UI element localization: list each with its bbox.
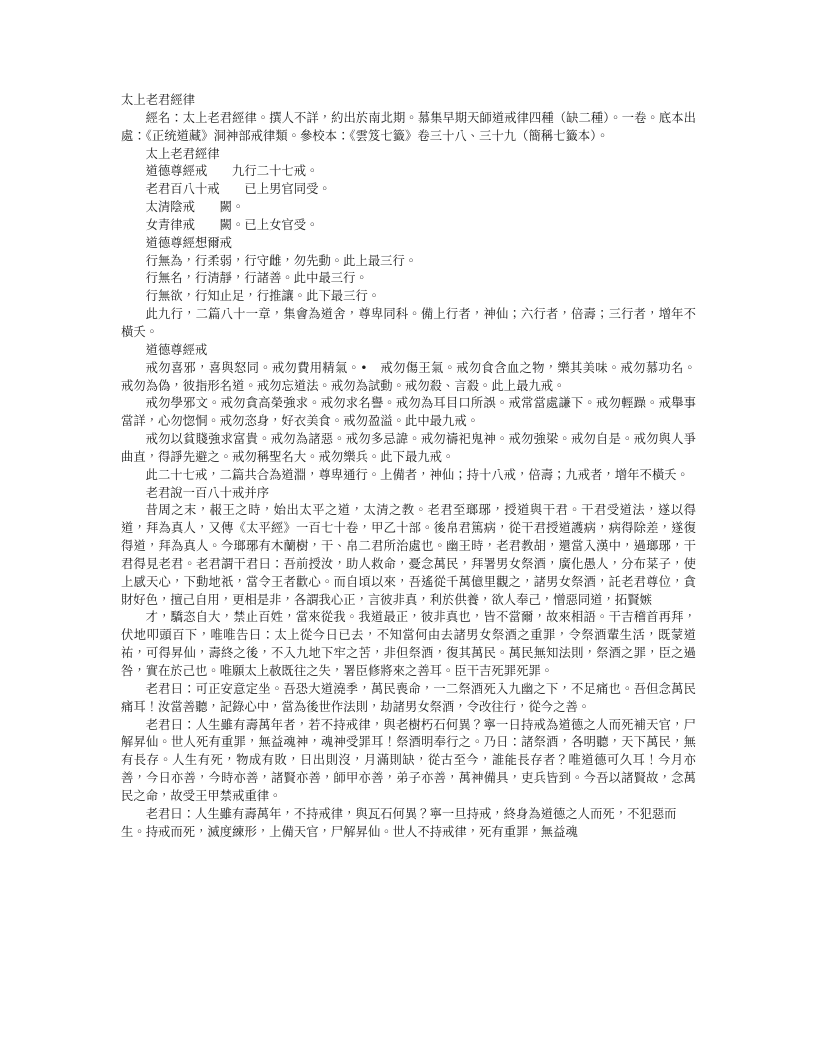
document-title: 太上老君經律 <box>121 93 196 107</box>
section-heading-180-precepts: 老君說一百八十戒并序 <box>145 485 270 500</box>
laojun-saying-three: 老君曰：人生雖有壽萬年，不持戒律，與瓦石何異？寧一旦持戒，終身為道德之人而死，不犯惡而生。持戒而死，滅度練形，上備天官，尸解昇仙。世人不持戒律，死有重罪，無益魂 <box>121 806 677 839</box>
colophon-paragraph: 經名：太上老君經律。撰人不詳，約出於南北期。慕集早期天師道戒律四種（缺二種）。一卷。底本出處：《正统道藏》洞神部戒律類。參校本：《雲笈七籤》卷三十八、三十九（簡稱七籤本）。 <box>121 110 696 143</box>
section-heading-xianger-precepts: 道德尊經想爾戒 <box>145 235 233 250</box>
xianger-summary-paragraph: 此九行，二篇八十一章，集會為道舍，尊卑同科。備上行者，神仙；六行者，倍壽；三行者，增年不橫夭。 <box>121 307 696 339</box>
xianger-precept-line: 行無名，行清靜，行諸善。此中最三行。 <box>145 271 368 286</box>
section-heading-scripture-law: 太上老君經律 <box>145 146 220 161</box>
xianger-precept-line: 行無欲，行知止足，行推讓。此下最三行。 <box>145 289 381 304</box>
catalog-line: 太清陰戒 闕。 <box>145 200 245 215</box>
section-heading-daode-precepts: 道德尊經戒 <box>145 342 208 357</box>
catalog-line: 道德尊經戒 九行二十七戒。 <box>145 164 319 179</box>
precept-paragraph-middle-nine: 戒勿學邪文。戒勿貪高榮強求。戒勿求名譽。戒勿為耳目口所誤。戒常當處謙下。戒勿輕躁。戒舉事當詳，心勿惚恫。戒勿恣身，好衣美食。戒勿盈溢。此中最九戒。 <box>121 396 696 429</box>
precept-summary-paragraph: 此二十七戒，二篇共合為道淵，尊卑通行。上備者，神仙；持十八戒，倍壽；九戒者，增年不橫夭。 <box>145 467 689 482</box>
precept-paragraph-lower-nine: 戒勿以貧賤強求富貴。戒勿為諸惡。戒勿多忌諱。戒勿禱祀鬼神。戒勿強梁。戒勿自是。戒勿與人爭曲直，得諍先避之。戒勿稱聖名大。戒勿樂兵。此下最九戒。 <box>121 432 696 464</box>
catalog-line: 女青律戒 闕。已上女官受。 <box>145 217 319 232</box>
xianger-precept-line: 行無為，行柔弱，行守雌，勿先動。此上最三行。 <box>145 253 418 268</box>
laojun-saying-two: 老君曰：人生雖有壽萬年者，若不持戒律，與老樹朽石何異？寧一日持戒為道德之人而死補天官，尸解昇仙。世人死有重罪，無益魂神，魂神受罪耳！祭酒明奉行之。乃日：諸祭酒，各明聽，天下萬民，無有長存。人生有死，物成有敗，日出則沒，月滿則缺，從古至今，誰能長存者？唯道德可久耳！今月亦善，今日亦善，今時亦善，諸賢亦善，師甲亦善，弟子亦善，萬神備具，吏兵皆到。今吾以諸賢故，念萬民之命，故受王甲禁戒重律。 <box>121 717 696 803</box>
precept-paragraph-upper-nine: 戒勿喜邪，喜與怒同。戒勿費用精氣。• 戒勿傷王氣。戒勿食含血之物，樂其美味。戒勿慕功名。戒勿為偽，彼指形名道。戒勿忘道法。戒勿為試動。戒勿殺、言殺。此上最九戒。 <box>121 360 696 393</box>
preface-paragraph-two: 才，驕恣自大，禁止百姓，當來從我。我道最正，彼非真也，皆不當爾，故來相語。干吉稽首再拜，伏地叩頭百下，唯唯告曰：太上從今日已去，不知當何由去諸男女祭酒之重罪，令祭酒輩生活，既蒙道祐，可得昇仙，壽終之後，不入九地下牢之苦，非但祭酒，復其萬民。萬民無知法則，祭酒之罪，臣之過咎，實在於己也。唯願太上赦既往之失，署臣修將來之善耳。臣干吉死罪死罪。 <box>121 610 696 678</box>
laojun-saying-one: 老君曰：可正安意定坐。吾恐大道澆季，萬民喪命，一二祭酒死入九幽之下，不足痛也。吾但念萬民痛耳！汝當善聽，記錄心中，當為後世作法則，劫諸男女祭酒，令改往行，從今之善。 <box>121 681 696 714</box>
document-text-body <box>121 92 696 841</box>
preface-paragraph-one: 昔周之末，赧王之時，始出太平之道，太清之教。老君至瑯琊，授道與干君。干君受道法，遂以得道，拜為真人，又傳《太平經》一百七十卷，甲乙十部。後帛君篤病，從干君授道護病，病得除差，遂復得道，拜為真人。今瑯琊有木蘭樹，干、帛二君所治處也。幽王時，老君教胡，還當入漢中，過瑯琊，干君得見老君。老君謂干君曰：吾前授汝，助人救命，憂念萬民，拜署男女祭酒，廣化愚人，分布菜子，使上感天心，下動地祇，當令王者歡心。而自頃以來，吾遙從千萬億里觀之，諸男女祭酒，託老君尊位，貪財好色，擅己自用，更相是非，各謂我心正，言彼非真，利於供養，欲人奉己，憎惡同道，拓賢嫉 <box>121 503 696 607</box>
catalog-line: 老君百八十戒 已上男官同受。 <box>145 182 331 197</box>
